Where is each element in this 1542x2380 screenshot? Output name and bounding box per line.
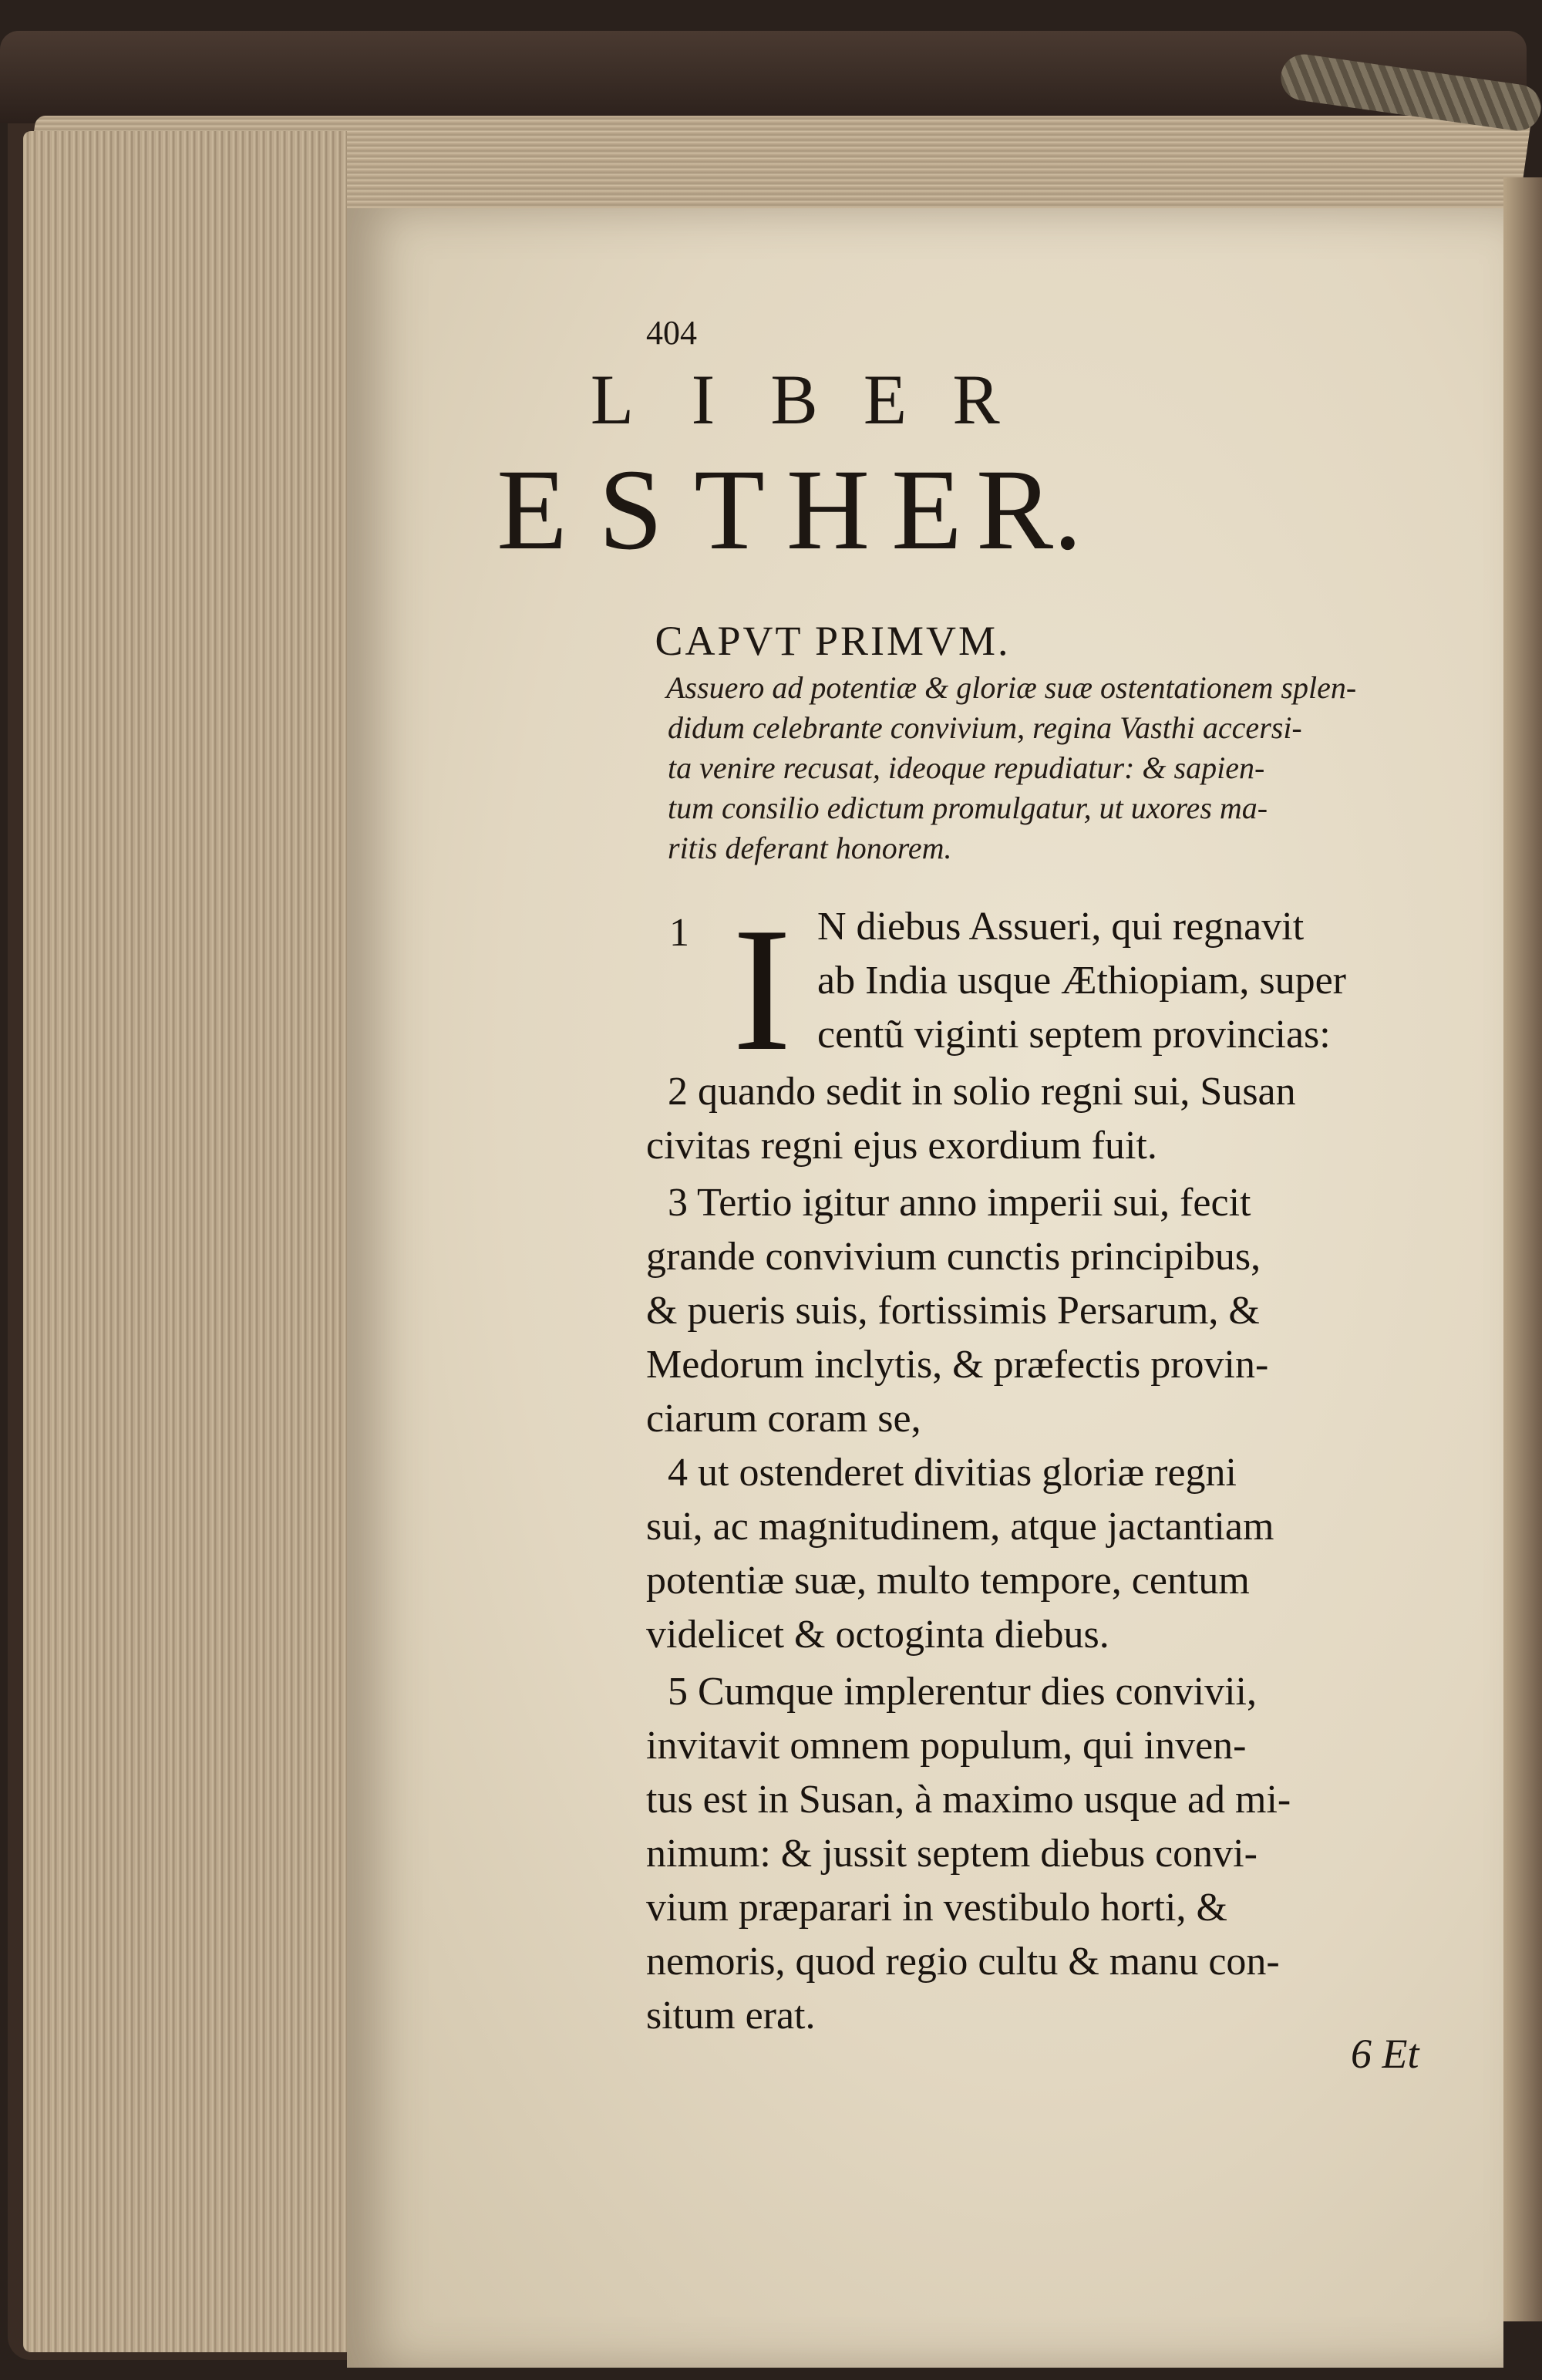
catchword: 6 Et [1351,2031,1419,2077]
title-letter: B [770,360,818,439]
verse-line: tus est in Susan, à maximo usque ad mi- [646,1778,1291,1822]
verse-line: & pueris suis, fortissimis Persarum, & [646,1289,1260,1333]
chapter-summary-line: tum consilio edictum promulgatur, ut uxores ma- [668,791,1268,825]
chapter-summary-line: ta venire recusat, ideoque repudiatur: & sapien- [668,750,1265,785]
verse-line: invitavit omnem populum, qui inven- [646,1724,1247,1768]
verse-line: sui, ac magnitudinem, atque jactantiam [646,1505,1274,1549]
title-letter: E [863,360,907,439]
title-letter: H [786,446,870,574]
verse-line: Medorum inclytis, & præfectis provin- [646,1343,1269,1387]
verse-number: 1 [669,911,689,955]
title-esther [483,443,1082,576]
title-letter: R [952,360,1000,439]
drop-cap: I [732,891,792,1087]
chapter-summary-line: ritis deferant honorem. [668,831,952,865]
title-letter: I [691,360,715,439]
page-number: 404 [646,314,697,352]
verse-line: 4 ut ostenderet divitias gloriæ regni [668,1451,1237,1495]
verse-line: 5 Cumque implerentur dies convivii, [668,1670,1257,1714]
verse-line: ab India usque Æthiopiam, super [817,959,1346,1003]
chapter-summary-line: Assuero ad potentiæ & gloriæ suæ ostentationem splen- [666,670,1357,705]
verse-line: 3 Tertio igitur anno imperii sui, fecit [668,1181,1251,1225]
verse-line: videlicet & octoginta diebus. [646,1613,1109,1657]
title-liber [567,359,1022,440]
chapter-heading: CAPVT PRIMVM. [655,618,1011,664]
title-letter: T [694,446,765,574]
verse-line: civitas regni ejus exordium fuit. [646,1124,1157,1168]
verse-line: ciarum coram se, [646,1397,921,1441]
title-letter: E [497,446,567,574]
verse-line: centũ viginti septem provincias: [817,1013,1331,1057]
facing-page-edge [1503,177,1542,2321]
chapter-summary-line: didum celebrante convivium, regina Vasthi accersi- [668,710,1302,745]
title-letter: R. [976,446,1082,574]
page-edges-left [23,131,347,2352]
verse-line: grande convivium cunctis principibus, [646,1235,1261,1279]
title-letter: L [590,360,635,439]
verse-line: nimum: & jussit septem diebus convi- [646,1832,1258,1876]
verse-line: potentiæ suæ, multo tempore, centum [646,1559,1250,1603]
title-letter: E [891,446,962,574]
title-letter: S [598,446,663,574]
verse-line: nemoris, quod regio cultu & manu con- [646,1940,1280,1984]
verse-line: situm erat. [646,1994,816,2038]
verse-line: vium præparari in vestibulo horti, & [646,1886,1227,1930]
verse-line: N diebus Assueri, qui regnavit [817,905,1305,949]
verse-line: 2 quando sedit in solio regni sui, Susan [668,1070,1296,1114]
